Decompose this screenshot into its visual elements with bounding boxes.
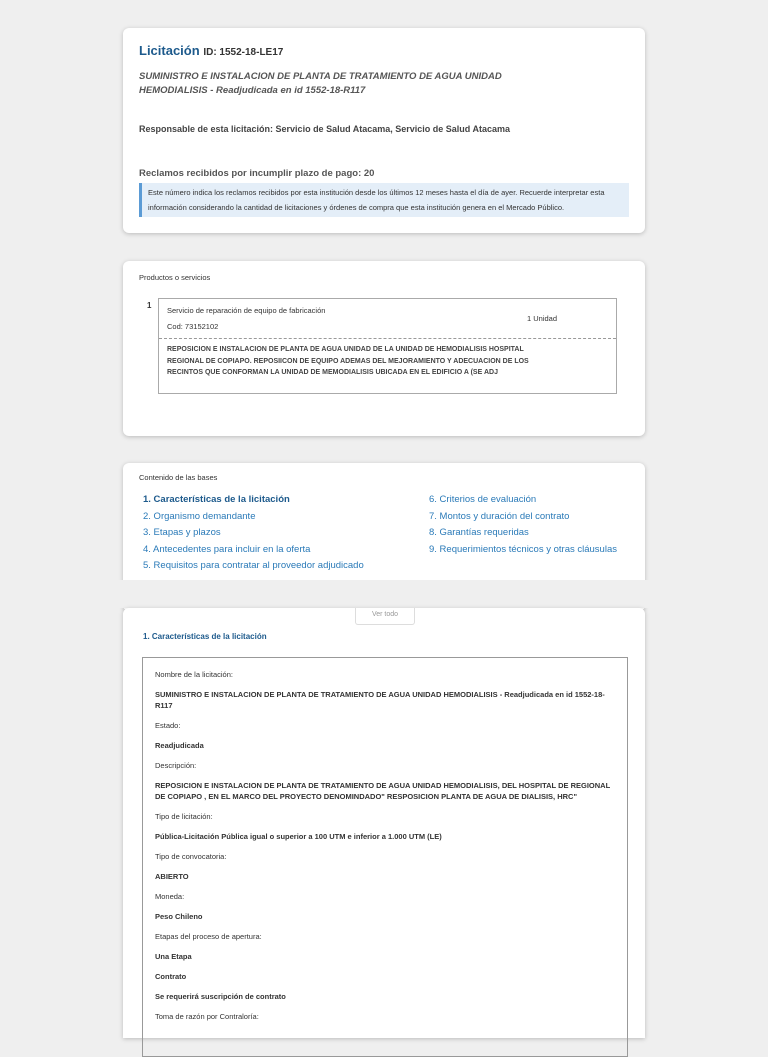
claims-count: Reclamos recibidos por incumplir plazo de pago: 20	[139, 168, 375, 179]
link-garantias[interactable]: 8. Garantías requeridas	[429, 527, 529, 538]
link-criterios[interactable]: 6. Criterios de evaluación	[429, 494, 537, 505]
field-value-descripcion: REPOSICION E INSTALACION DE PLANTA DE TRATAMIENTO DE AGUA UNIDAD HEMODIALISIS, DEL HOSPITAL DE REGIONAL DE COPIAPO , EN EL MARCO DEL PROYECTO DENOMINDADO" RESPOSICION PLANTA DE AGUA DE DIALISIS, HRC"	[155, 781, 611, 801]
details-section-title: 1. Características de la licitación	[143, 632, 267, 641]
field-value-convocatoria: ABIERTO	[155, 872, 189, 881]
contents-right-column	[429, 492, 617, 558]
link-antecedentes[interactable]: 4. Antecedentes para incluir en la oferta	[143, 543, 311, 555]
products-card	[123, 261, 645, 436]
product-name: Servicio de reparación de equipo de fabricación	[167, 306, 326, 315]
claims-info-box: Este número indica los reclamos recibidos por esta institución desde los últimos 12 meses hasta el día de ayer. Recuerde interpretar esta información considerando la cantidad de licitaciones y órdenes de compra que esta institución genera en el Mercado Público.	[139, 183, 629, 217]
details-card	[123, 608, 645, 1038]
field-value-etapas: Una Etapa	[155, 952, 192, 961]
products-heading: Productos o servicios	[139, 273, 211, 282]
contents-left-column	[143, 492, 364, 575]
product-item	[158, 298, 617, 394]
field-label-etapas: Etapas del proceso de apertura:	[155, 932, 262, 941]
field-label-convocatoria: Tipo de convocatoria:	[155, 852, 227, 861]
field-label-tipo-licitacion: Tipo de licitación:	[155, 812, 213, 821]
field-value-moneda: Peso Chileno	[155, 912, 203, 921]
field-label-contrato: Contrato	[155, 972, 187, 981]
product-quantity: 1 Unidad	[527, 314, 558, 323]
title-text: Licitación	[139, 43, 200, 58]
tender-id: ID: 1552-18-LE17	[203, 47, 284, 58]
field-value-contrato: Se requerirá suscripción de contrato	[155, 992, 286, 1001]
details-box	[142, 657, 628, 1057]
responsible-text: Responsable de esta licitación: Servicio de Salud Atacama, Servicio de Salud Atacama	[139, 124, 510, 134]
field-label-descripcion: Descripción:	[155, 761, 197, 770]
link-caracteristicas[interactable]: 1. Características de la licitación	[143, 494, 290, 505]
link-organismo[interactable]: 2. Organismo demandante	[143, 510, 256, 522]
link-etapas[interactable]: 3. Etapas y plazos	[143, 527, 221, 538]
subtitle-line-1: SUMINISTRO E INSTALACION DE PLANTA DE TRATAMIENTO DE AGUA UNIDAD	[139, 71, 502, 82]
contents-heading: Contenido de las bases	[139, 473, 218, 482]
field-label-estado: Estado:	[155, 721, 181, 730]
link-requerimientos[interactable]: 9. Requerimientos técnicos y otras cláusulas	[429, 543, 617, 555]
field-label-moneda: Moneda:	[155, 892, 185, 901]
field-value-estado: Readjudicada	[155, 741, 204, 750]
link-requisitos[interactable]: 5. Requisitos para contratar al proveedor adjudicado	[143, 560, 364, 571]
product-description: REPOSICION E INSTALACION DE PLANTA DE AGUA UNIDAD DE LA UNIDAD DE HEMODIALISIS HOSPITAL REGIONAL DE COPIAPO. REPOSIICON DE EQUIPO ADEMAS DEL MEJORAMIENTO Y ADECUACION DE LOS RECINTOS QUE CONFORMAN LA UNIDAD DE MEMODIALISIS UBICADA EN EL EDIFICIO A (SE ADJ	[167, 346, 529, 376]
section-divider	[0, 580, 768, 608]
tender-subtitle	[139, 70, 629, 98]
ver-todo-button[interactable]: Ver todo	[355, 608, 415, 625]
page-title	[139, 43, 629, 58]
field-label-nombre: Nombre de la licitación:	[155, 670, 233, 679]
link-montos[interactable]: 7. Montos y duración del contrato	[429, 510, 570, 522]
tender-header-card	[123, 28, 645, 233]
field-label-toma-razon: Toma de razón por Contraloría:	[155, 1012, 259, 1021]
product-number: 1	[147, 301, 152, 310]
product-code: Cod: 73152102	[167, 322, 219, 331]
field-value-nombre: SUMINISTRO E INSTALACION DE PLANTA DE TRATAMIENTO DE AGUA UNIDAD HEMODIALISIS - Readjudicada en id 1552-18-R117	[155, 690, 605, 710]
product-summary	[159, 299, 616, 339]
field-value-tipo-licitacion: Pública-Licitación Pública igual o superior a 100 UTM e inferior a 1.000 UTM (LE)	[155, 832, 442, 841]
subtitle-line-2: HEMODIALISIS - Readjudicada en id 1552-18-R117	[139, 85, 366, 96]
